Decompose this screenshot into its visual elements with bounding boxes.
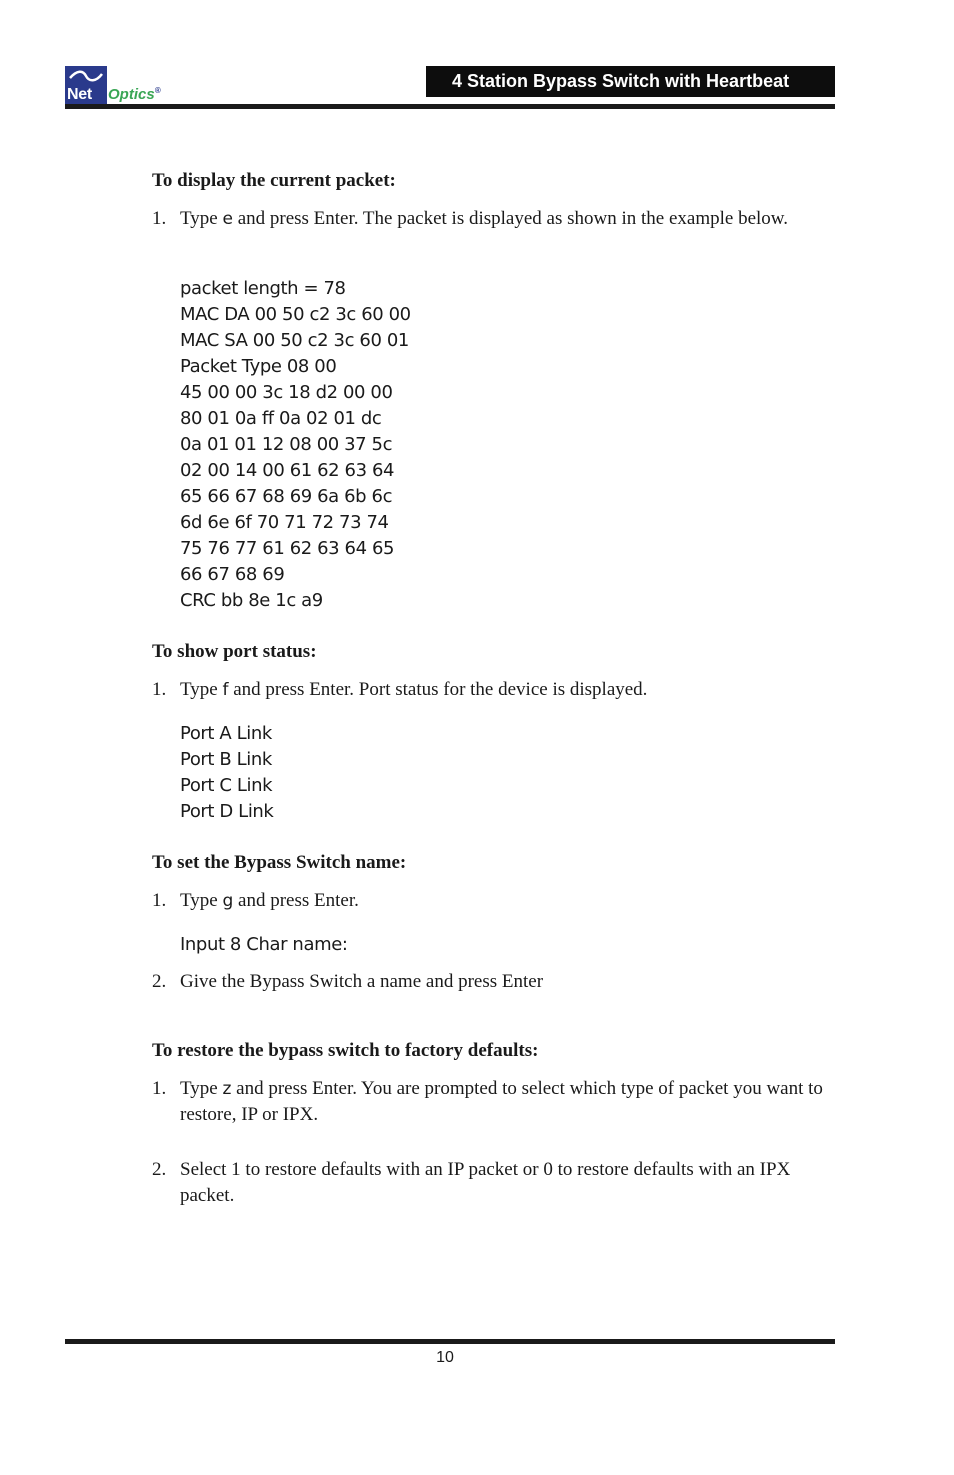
step-text: Type z and press Enter. You are prompted to select which type of packet you want to restore, IP or IPX. xyxy=(180,1078,823,1125)
page-number: 10 xyxy=(436,1349,454,1366)
output-line: Packet Type 08 00 xyxy=(180,356,337,377)
step-restore-defaults-2 xyxy=(152,1157,832,1209)
output-line: 6d 6e 6f 70 71 72 73 74 xyxy=(180,512,389,533)
command-key: f xyxy=(222,680,229,700)
step-text: Type e and press Enter. The packet is displayed as shown in the example below. xyxy=(180,208,789,229)
step-number: 2. xyxy=(152,1159,167,1180)
output-line: 75 76 77 61 62 63 64 65 xyxy=(180,538,395,559)
output-line: Input 8 Char name: xyxy=(180,934,348,955)
step-display-packet-1 xyxy=(152,206,832,258)
header-rule xyxy=(65,104,835,109)
output-line: Port C Link xyxy=(180,775,273,796)
registered-mark: ® xyxy=(154,86,161,95)
output-line: 80 01 0a ff 0a 02 01 dc xyxy=(180,408,382,429)
step-number: 1. xyxy=(152,890,167,911)
wave-icon xyxy=(69,70,103,82)
output-line: 02 00 14 00 61 62 63 64 xyxy=(180,460,395,481)
port-status-output xyxy=(180,721,273,825)
output-line: Port B Link xyxy=(180,749,272,770)
net-optics-logo xyxy=(65,66,180,106)
heading-port-status: To show port status: xyxy=(152,641,317,662)
step-text: Select 1 to restore defaults with an IP packet or 0 to restore defaults with an IPX packet. xyxy=(180,1159,791,1206)
set-name-output xyxy=(180,932,348,958)
output-line: 45 00 00 3c 18 d2 00 00 xyxy=(180,382,393,403)
step-text: Type g and press Enter. xyxy=(180,890,359,911)
output-line: packet length = 78 xyxy=(180,278,346,299)
command-key: g xyxy=(222,891,234,911)
logo-mark xyxy=(65,66,107,104)
heading-set-name: To set the Bypass Switch name: xyxy=(152,852,407,873)
output-line: MAC SA 00 50 c2 3c 60 01 xyxy=(180,330,409,351)
step-text: Give the Bypass Switch a name and press Enter xyxy=(180,971,544,992)
step-number: 1. xyxy=(152,208,167,229)
document-title: 4 Station Bypass Switch with Heartbeat xyxy=(426,66,835,97)
packet-output xyxy=(180,276,411,614)
step-port-status-1 xyxy=(152,677,832,703)
output-line: Port D Link xyxy=(180,801,274,822)
footer-rule xyxy=(65,1339,835,1344)
step-restore-defaults-1 xyxy=(152,1076,832,1128)
step-text: Type f and press Enter. Port status for the device is displayed. xyxy=(180,679,648,700)
step-number: 2. xyxy=(152,971,167,992)
output-line: 66 67 68 69 xyxy=(180,564,285,585)
step-number: 1. xyxy=(152,1078,167,1099)
step-set-name-1 xyxy=(152,888,832,914)
heading-display-packet: To display the current packet: xyxy=(152,170,396,191)
step-number: 1. xyxy=(152,679,167,700)
command-key: z xyxy=(222,1079,232,1099)
output-line: Port A Link xyxy=(180,723,272,744)
output-line: 0a 01 01 12 08 00 37 5c xyxy=(180,434,393,455)
output-line: CRC bb 8e 1c a9 xyxy=(180,590,323,611)
output-line: MAC DA 00 50 c2 3c 60 00 xyxy=(180,304,411,325)
step-set-name-2 xyxy=(152,969,832,995)
output-line: 65 66 67 68 69 6a 6b 6c xyxy=(180,486,393,507)
logo-net-text: Net xyxy=(67,86,92,103)
heading-restore-defaults: To restore the bypass switch to factory defaults: xyxy=(152,1040,539,1061)
command-key: e xyxy=(222,209,233,229)
logo-optics-text: Optics® xyxy=(108,86,161,103)
